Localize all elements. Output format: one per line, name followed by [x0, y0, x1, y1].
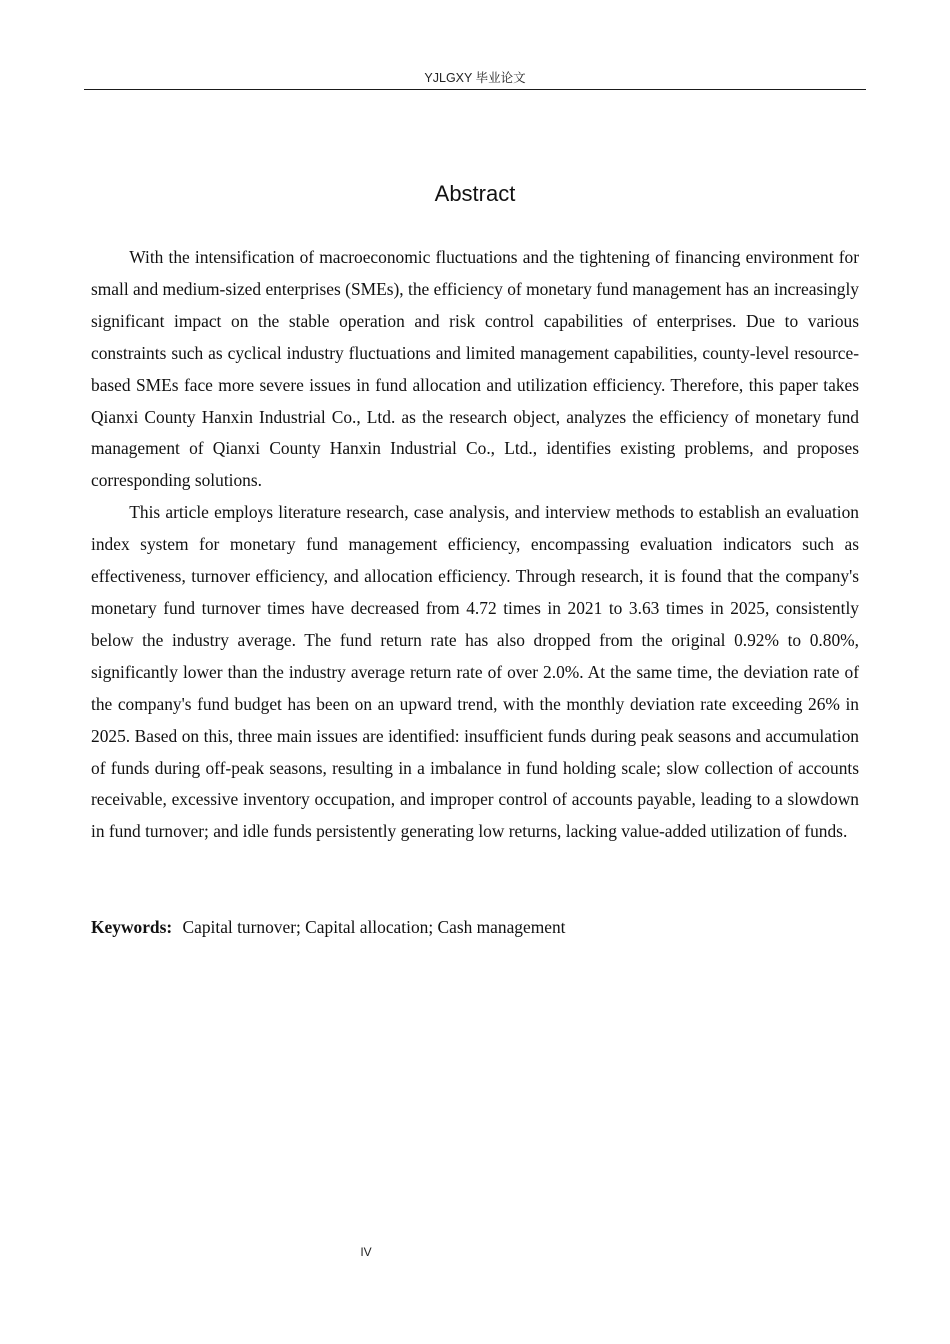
keywords-label: Keywords: — [91, 917, 173, 937]
keywords-line — [91, 912, 859, 944]
abstract-body — [91, 242, 859, 848]
page-number: IV — [360, 1245, 372, 1259]
abstract-paragraph-2: This article employs literature research, case analysis, and interview methods to establish an evaluation index system for monetary fund management efficiency, encompassing evaluation indicators such as effectiveness, turnover efficiency, and allocation efficiency. Through research, it is found that the company's monetary fund turnover times have decreased from 4.72 times in 2021 to 3.63 times in 2025, consistently below the industry average. The fund return rate has also dropped from the original 0.92% to 0.80%, significantly lower than the industry average return rate of over 2.0%. At the same time, the deviation rate of the company's fund budget has been on an upward trend, with the monthly deviation rate exceeding 26% in 2025. Based on this, three main issues are identified: insufficient funds during peak seasons and accumulation of funds during off-peak seasons, resulting in a imbalance in fund holding scale; slow collection of accounts receivable, excessive inventory occupation, and improper control of accounts payable, leading to a slowdown in fund turnover; and idle funds persistently generating low returns, lacking value-added utilization of funds. — [91, 502, 859, 842]
keywords-value: Capital turnover; Capital allocation; Cash management — [182, 917, 566, 937]
header-text: YJLGXY 毕业论文 — [424, 71, 526, 85]
abstract-paragraph-1: With the intensification of macroeconomic fluctuations and the tightening of financing environment for small and medium-sized enterprises (SMEs), the efficiency of monetary fund management has an increasingly significant impact on the stable operation and risk control capabilities of enterprises. Due to various constraints such as cyclical industry fluctuations and limited management capabilities, county-level resource-based SMEs face more severe issues in fund allocation and utilization efficiency. Therefore, this paper takes Qianxi County Hanxin Industrial Co., Ltd. as the research object, analyzes the efficiency of monetary fund management of Qianxi County Hanxin Industrial Co., Ltd., identifies existing problems, and proposes corresponding solutions. — [91, 247, 859, 491]
abstract-title: Abstract — [434, 181, 516, 206]
page-header — [84, 68, 866, 90]
